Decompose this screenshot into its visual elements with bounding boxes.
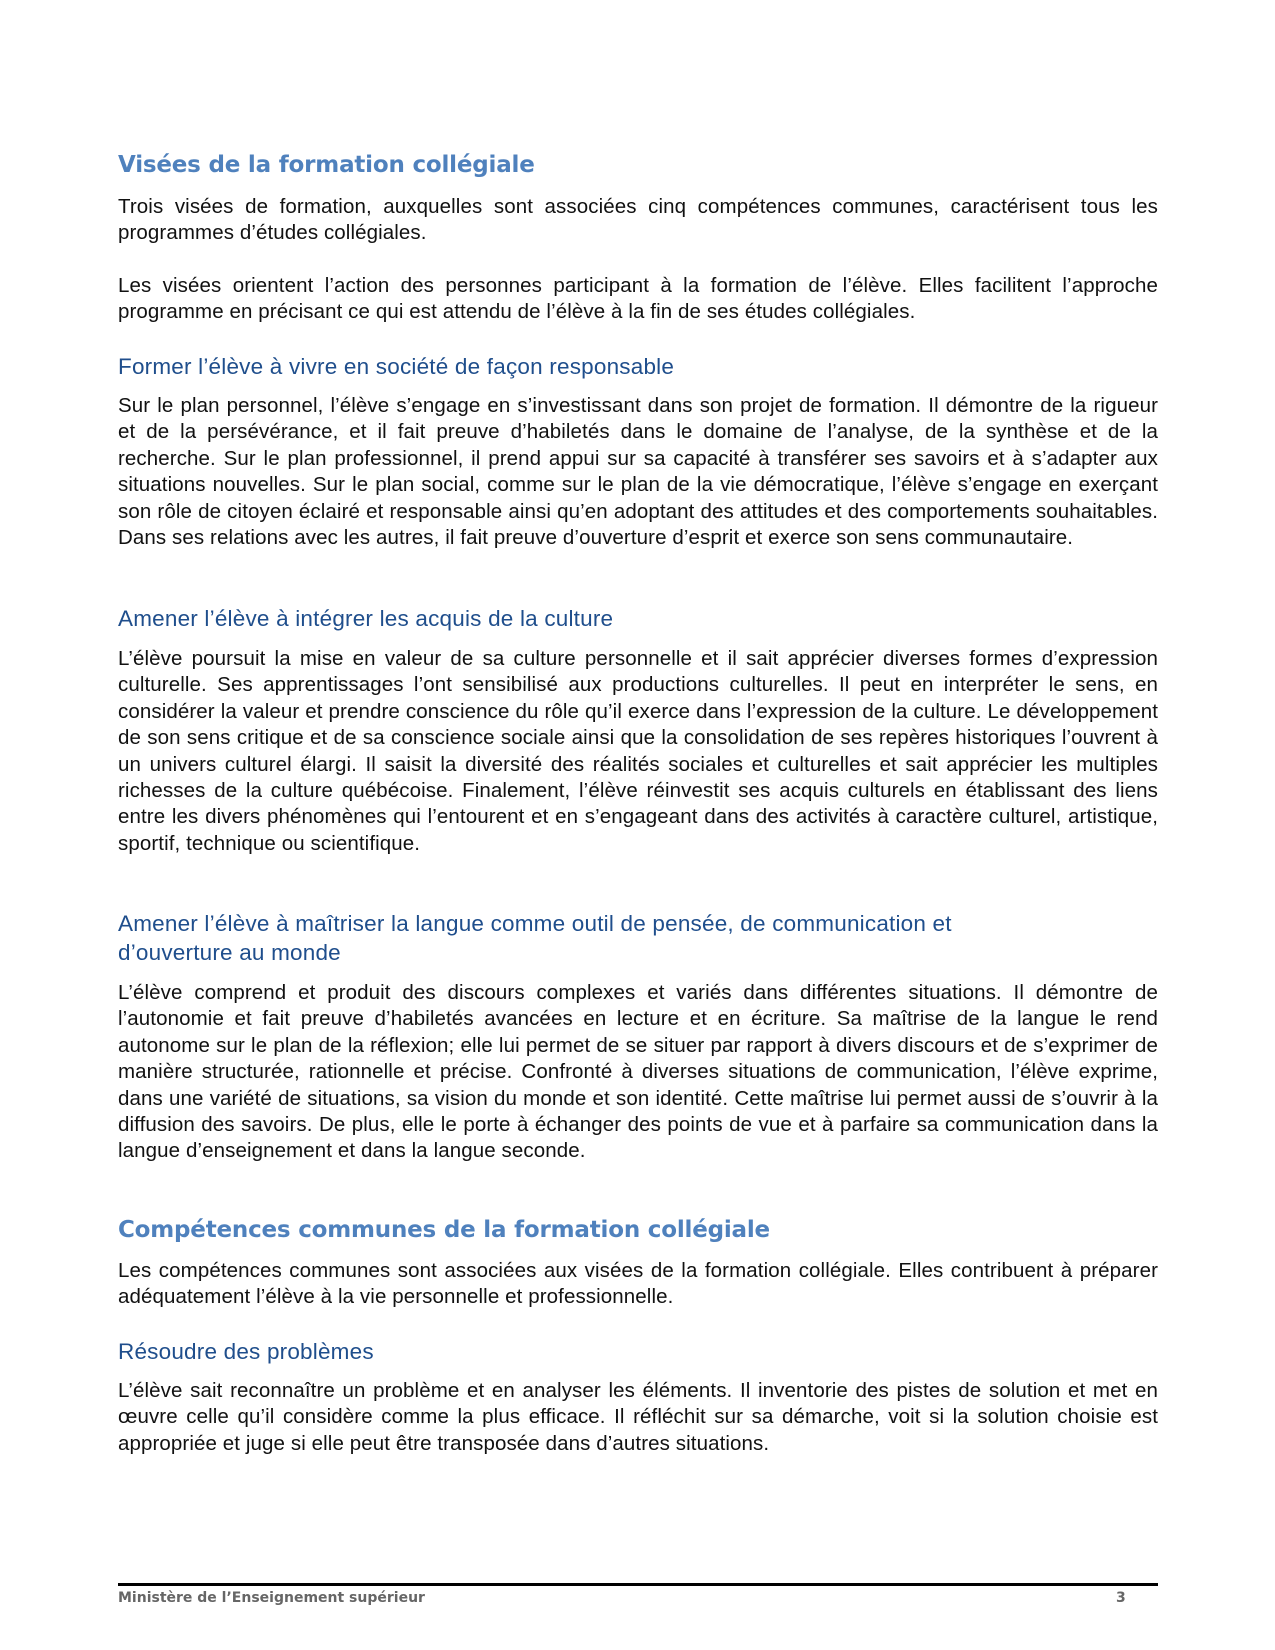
paragraph-intro: Trois visées de formation, auxquelles sont associées cinq compétences communes, caractérisent tous les programmes d’études collégiales. — [118, 195, 1158, 245]
subheading-langue: Amener l’élève à maîtriser la langue comme outil de pensée, de communication et d’ouverture au monde — [118, 911, 952, 965]
heading-visees: Visées de la formation collégiale — [118, 152, 535, 178]
subheading-problemes: Résoudre des problèmes — [118, 1339, 374, 1364]
heading-competences: Compétences communes de la formation collégiale — [118, 1217, 770, 1243]
paragraph-societe: Sur le plan personnel, l’élève s’engage en s’investissant dans son projet de formation. Il démontre de la rigueur et de la persévérance, et il fait preuve d’habiletés dans le domaine de l’analyse, de la synthèse et de la recherche. Sur le plan professionnel, il prend appui sur sa capacité à transférer ses savoirs et à s’adapter aux situations nouvelles. Sur le plan social, comme sur le plan de la vie démocratique, l’élève s’engage en exerçant son rôle de citoyen éclairé et responsable ainsi qu’en adoptant des attitudes et des comportements souhaitables. Dans ses relations avec les autres, il fait preuve d’ouverture d’esprit et exerce son sens communautaire. — [118, 394, 1158, 550]
paragraph-culture: L’élève poursuit la mise en valeur de sa culture personnelle et il sait apprécier diverses formes d’expression culturelle. Ses apprentissages l’ont sensibilisé aux productions culturelles. Il peut en interpréter le sens, en considérer la valeur et prendre conscience du rôle qu’il exerce dans l’expression de la culture. Le développement de son sens critique et de sa conscience sociale ainsi que la consolidation de ses repères historiques l’ouvrent à un univers culturel élargi. Il saisit la diversité des réalités sociales et culturelles et sait apprécier les multiples richesses de la culture québécoise. Finalement, l’élève réinvestit ses acquis culturels en établissant des liens entre les divers phénomènes qui l’entourent et en s’engageant dans des activités à caractère culturel, artistique, sportif, technique ou scientifique. — [118, 647, 1158, 855]
paragraph-visees: Les visées orientent l’action des personnes participant à la formation de l’élève. Elles facilitent l’approche programme en précisant ce qui est attendu de l’élève à la fin de ses études collégiales. — [118, 274, 1158, 324]
subheading-culture: Amener l’élève à intégrer les acquis de la culture — [118, 606, 614, 631]
footer-divider — [118, 1583, 1158, 1586]
subheading-societe: Former l’élève à vivre en société de façon responsable — [118, 354, 675, 379]
footer-ministry: Ministère de l’Enseignement supérieur — [118, 1590, 425, 1606]
page-number: 3 — [1116, 1590, 1126, 1606]
paragraph-competences: Les compétences communes sont associées aux visées de la formation collégiale. Elles contribuent à préparer adéquatement l’élève à la vie personnelle et professionnelle. — [118, 1259, 1158, 1309]
paragraph-problemes: L’élève sait reconnaître un problème et en analyser les éléments. Il inventorie des pistes de solution et met en œuvre celle qu’il considère comme la plus efficace. Il réfléchit sur sa démarche, voit si la solution choisie est appropriée et juge si elle peut être transposée dans d’autres situations. — [118, 1379, 1158, 1455]
paragraph-langue: L’élève comprend et produit des discours complexes et variés dans différentes situations. Il démontre de l’autonomie et fait preuve d’habiletés avancées en lecture et en écriture. Sa maîtrise de la langue le rend autonome sur le plan de la réflexion; elle lui permet de se situer par rapport à divers discours et de s’exprimer de manière structurée, rationnelle et précise. Confronté à diverses situations de communication, l’élève exprime, dans une variété de situations, sa vision du monde et son identité. Cette maîtrise lui permet aussi de s’ouvrir à la diffusion des savoirs. De plus, elle le porte à échanger des points de vue et à parfaire sa communication dans la langue d’enseignement et dans la langue seconde. — [118, 981, 1158, 1163]
